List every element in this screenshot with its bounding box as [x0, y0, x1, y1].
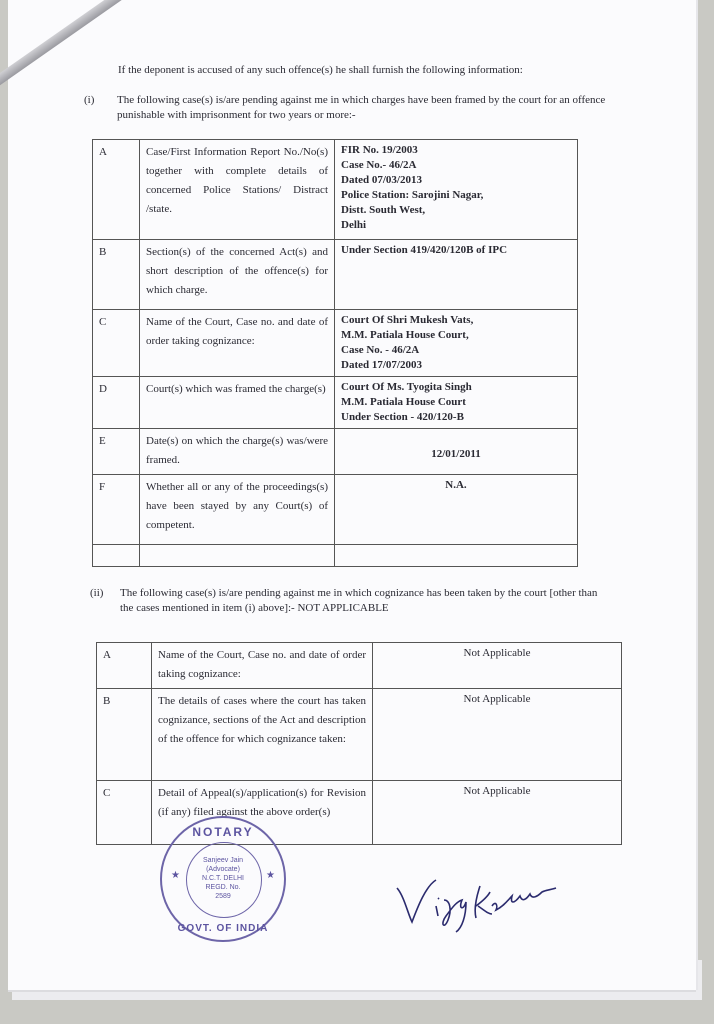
row-value-line: Police Station: Sarojini Nagar, [341, 189, 484, 201]
cognizance-table [96, 642, 622, 845]
row-key: F [93, 475, 140, 545]
row-value-line: Dated 17/07/2003 [341, 359, 422, 371]
stamp-line: N.C.T. DELHI [201, 875, 244, 882]
row-value-line: N.A. [445, 479, 467, 491]
charges-table [92, 139, 578, 567]
row-label: The details of cases where the court has taken cognizance, sections of the Act and description of the offence for which cognizance taken: [152, 689, 373, 781]
row-value-line: M.M. Patiala House Court, [341, 329, 469, 341]
row-key: A [93, 140, 140, 240]
row-label: Section(s) of the concerned Act(s) and short description of the offence(s) for which charge. [140, 240, 335, 310]
table-row [93, 140, 578, 240]
row-value-line: Case No.- 46/2A [341, 159, 417, 171]
stamp-bottom-text: GOVT. OF INDIA [177, 923, 269, 934]
row-key-empty [93, 545, 140, 567]
row-value-empty [335, 545, 578, 567]
row-key: C [97, 781, 152, 845]
row-value: Not Applicable [373, 689, 622, 781]
notary-stamp [160, 816, 286, 942]
item-i-text: The following case(s) is/are pending against me in which charges have been framed by the court for an offence punishable with imprisonment for two years or more:- [117, 94, 606, 121]
row-label: Name of the Court, Case no. and date of order taking cognizance: [152, 643, 373, 689]
row-value-line: Under Section 419/420/120B of IPC [341, 244, 508, 256]
table-row [93, 475, 578, 545]
intro-text: If the deponent is accused of any such offence(s) he shall furnish the following information: [118, 64, 523, 76]
stamp-center-text [162, 856, 284, 901]
row-value [335, 140, 578, 240]
row-value [335, 377, 578, 429]
row-label: Case/First Information Report No./No(s) together with complete details of concerned Police Stations/ Distract /state. [140, 140, 335, 240]
table-row-empty [93, 545, 578, 567]
row-value [335, 429, 578, 475]
row-value: Not Applicable [373, 643, 622, 689]
row-value-line: Dated 07/03/2013 [341, 174, 422, 186]
table-row [93, 310, 578, 377]
row-value-line: Delhi [341, 219, 367, 231]
row-label: Date(s) on which the charge(s) was/were framed. [140, 429, 335, 475]
row-value-line: M.M. Patiala House Court [341, 396, 466, 408]
row-value [335, 240, 578, 310]
stamp-star-icon: ★ [266, 870, 275, 881]
row-value-line: 12/01/2011 [431, 448, 481, 460]
row-key: D [93, 377, 140, 429]
row-value [335, 475, 578, 545]
row-key: E [93, 429, 140, 475]
signature [392, 866, 562, 936]
item-ii-text: The following case(s) is/are pending against me in which cognizance has been taken by the court [other than the cases mentioned in item (i) above]:- NOT APPLICABLE [120, 587, 598, 614]
row-value-line: Under Section - 420/120-B [341, 411, 464, 423]
row-label-empty [140, 545, 335, 567]
pen-shadow [0, 0, 135, 88]
row-key: B [93, 240, 140, 310]
row-value-line: Court Of Ms. Tyogita Singh [341, 381, 472, 393]
row-value-line: Court Of Shri Mukesh Vats, [341, 314, 474, 326]
stamp-line: (Advocate) [206, 866, 240, 873]
row-label: Whether all or any of the proceedings(s) have been stayed by any Court(s) of competent. [140, 475, 335, 545]
item-ii-number: (ii) [90, 587, 104, 599]
stamp-line: Sanjeev Jain [202, 857, 244, 864]
row-key: A [97, 643, 152, 689]
row-value-line: Case No. - 46/2A [341, 344, 420, 356]
table-row [93, 377, 578, 429]
row-value-line: FIR No. 19/2003 [341, 144, 418, 156]
table-row [97, 689, 622, 781]
row-key: B [97, 689, 152, 781]
stamp-star-icon: ★ [171, 870, 180, 881]
row-label: Detail of Appeal(s)/application(s) for Revision (if any) filed against the above order(s) [152, 781, 373, 845]
table-row [93, 240, 578, 310]
row-value [335, 310, 578, 377]
stamp-line: REGD. No. [205, 884, 241, 891]
table-row [97, 643, 622, 689]
row-label: Name of the Court, Case no. and date of order taking cognizance: [140, 310, 335, 377]
item-i-number: (i) [84, 94, 95, 106]
row-label: Court(s) which was framed the charge(s) [140, 377, 335, 429]
stamp-top-text: NOTARY [192, 825, 254, 839]
table-row [93, 429, 578, 475]
row-value: Not Applicable [373, 781, 622, 845]
row-key: C [93, 310, 140, 377]
stamp-line: 2589 [215, 893, 231, 900]
row-value-line: Distt. South West, [341, 204, 426, 216]
